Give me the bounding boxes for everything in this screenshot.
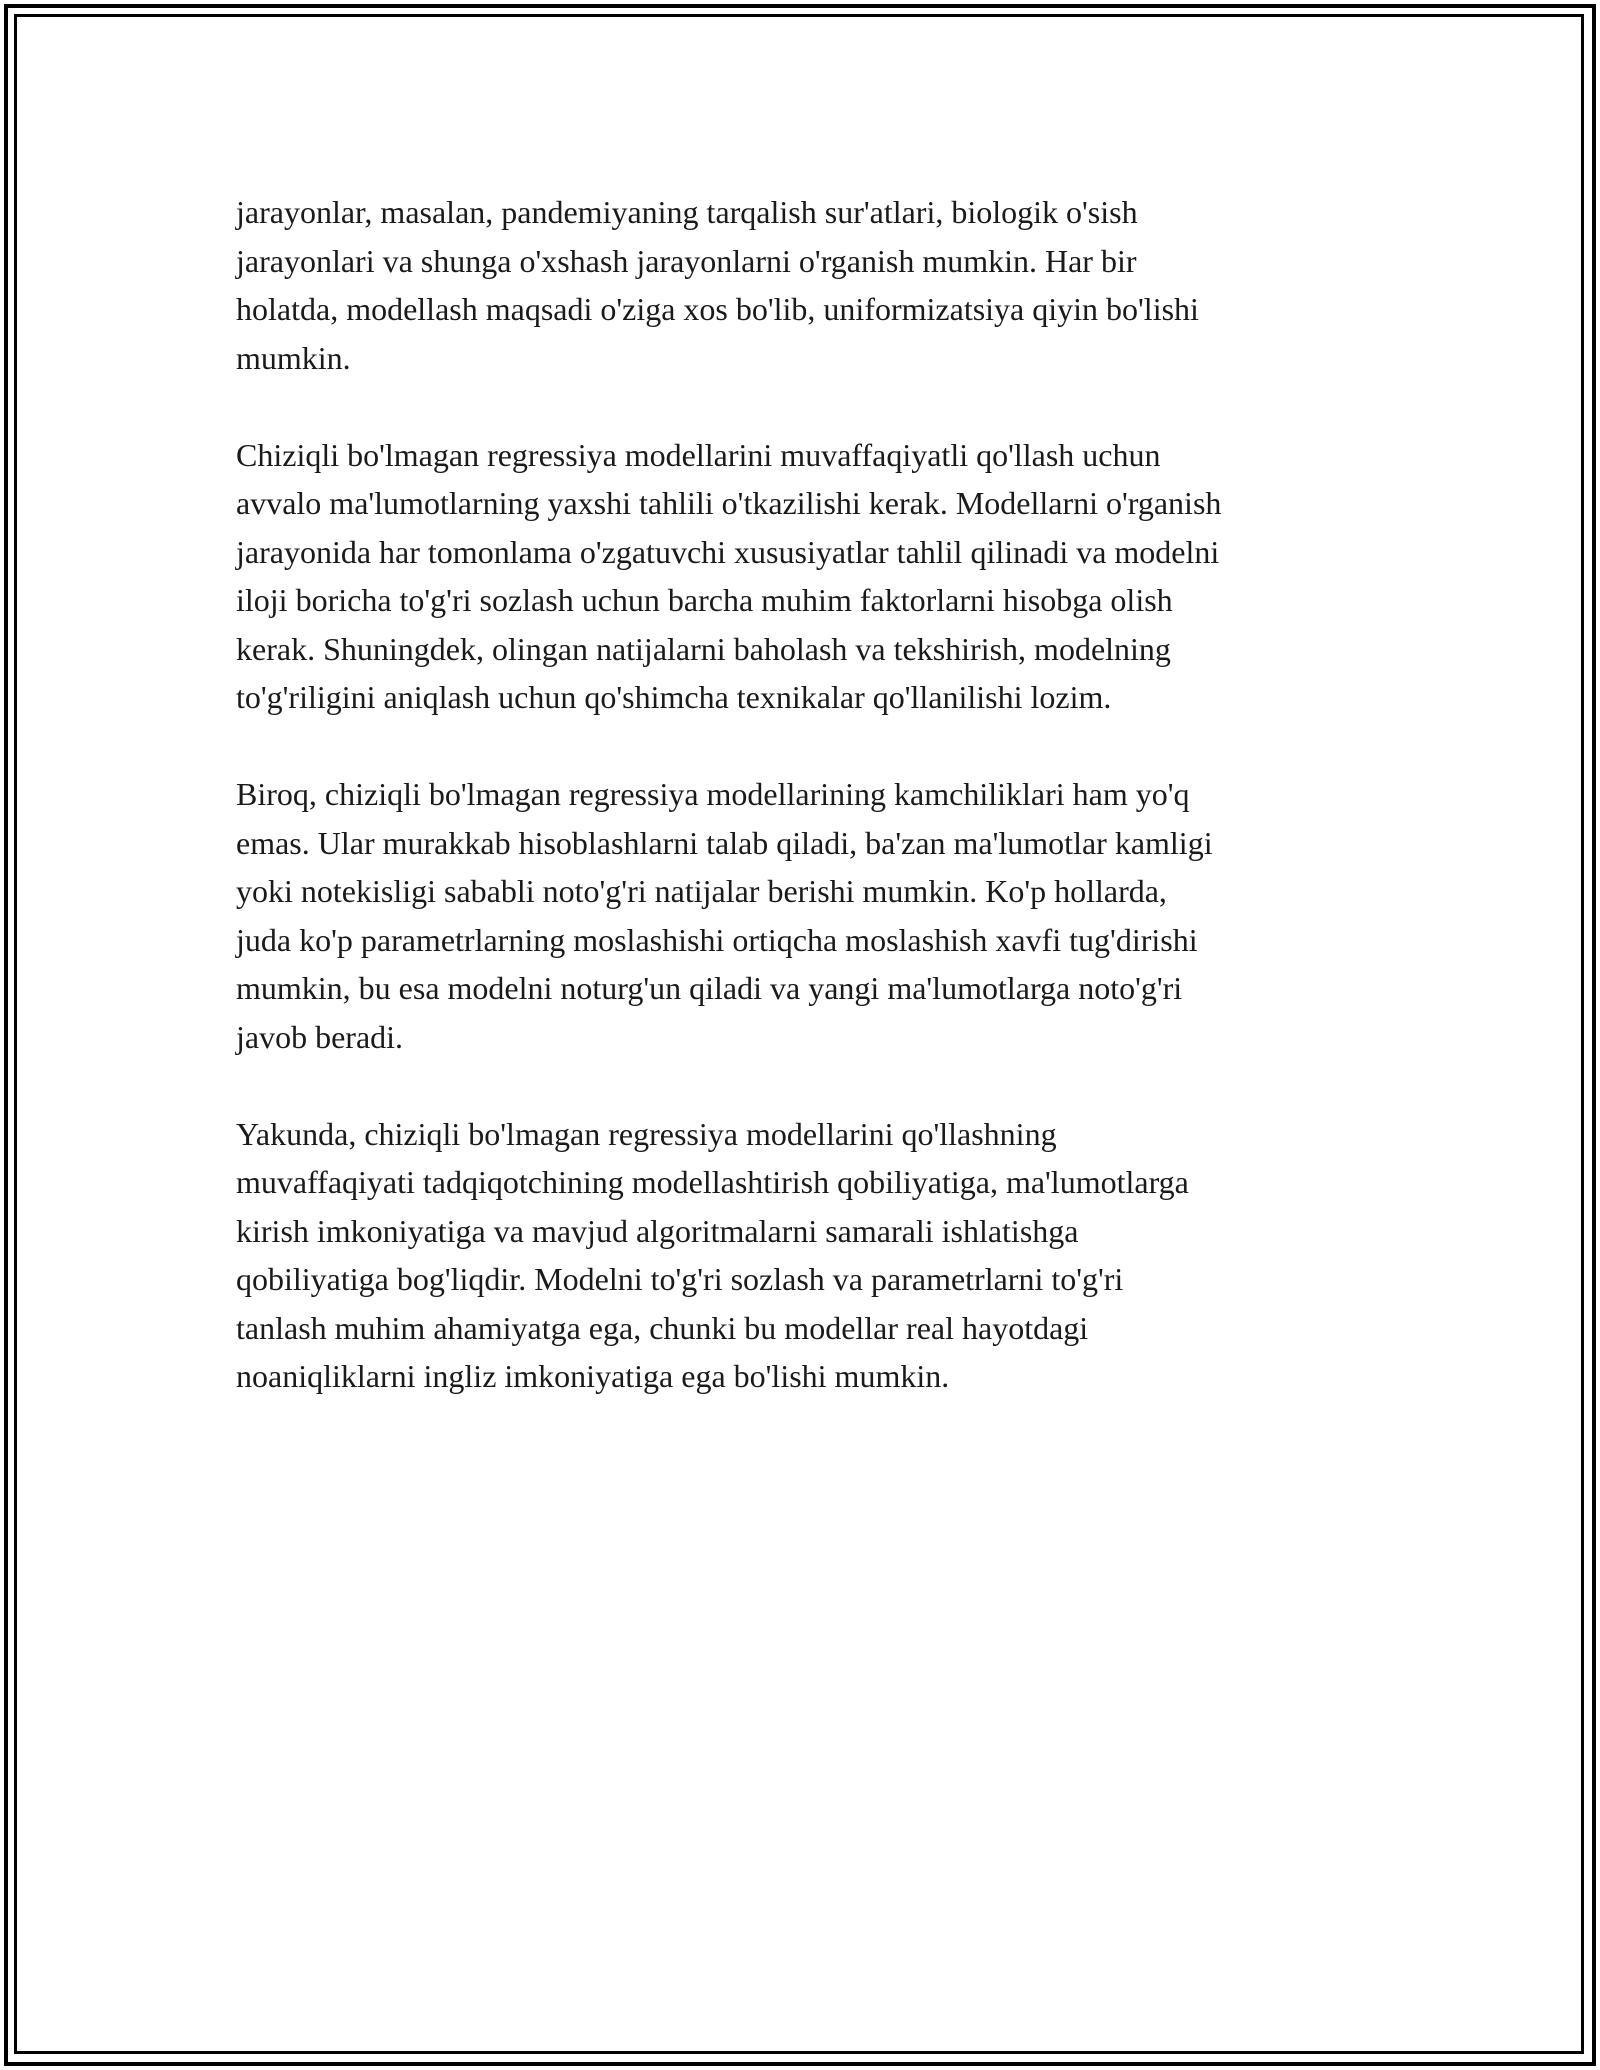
text-line: iloji boricha to'g'ri sozlash uchun barcha muhim faktorlarni hisobga olish [236, 582, 1173, 618]
text-line: juda ko'p parametrlarning moslashishi ortiqcha moslashish xavfi tug'dirishi [236, 921, 1198, 958]
text-line: kirish imkoniyatiga va mavjud algoritmalarni samarali ishlatishga [236, 1212, 1079, 1249]
text-line: jarayonlar, masalan, pandemiyaning tarqalish sur'atlari, biologik o'sish [236, 194, 1138, 230]
document-body [236, 188, 1386, 1449]
text-line: to'g'riligini aniqlash uchun qo'shimcha texnikalar qo'llanilishi lozim. [236, 679, 1112, 715]
paragraph-1 [236, 188, 1386, 382]
text-line: yoki notekisligi sababli noto'g'ri natijalar berishi mumkin. Ko'p hollarda, [236, 873, 1167, 909]
text-line: jarayonida har tomonlama o'zgatuvchi xususiyatlar tahlil qilinadi va modelni [236, 533, 1220, 570]
text-line: noaniqliklarni ingliz imkoniyatiga ega bo'lishi mumkin. [236, 1358, 950, 1394]
text-line: qobiliyatiga bog'liqdir. Modelni to'g'ri sozlash va parametrlarni to'g'ri [236, 1261, 1124, 1297]
text-line: Chiziqli bo'lmagan regressiya modellarini muvaffaqiyatli qo'llash uchun [236, 436, 1161, 473]
text-line: kerak. Shuningdek, olingan natijalarni baholash va tekshirish, modelning [236, 630, 1171, 667]
text-line: mumkin, bu esa modelni noturg'un qiladi va yangi ma'lumotlarga noto'g'ri [236, 970, 1183, 1006]
paragraph-4 [236, 1110, 1386, 1401]
paragraph-3 [236, 770, 1386, 1061]
text-line: muvaffaqiyati tadqiqotchining modellashtirish qobiliyatiga, ma'lumotlarga [236, 1164, 1189, 1200]
text-line: tanlash muhim ahamiyatga ega, chunki bu modellar real hayotdagi [236, 1309, 1089, 1346]
text-line: Biroq, chiziqli bo'lmagan regressiya modellarining kamchiliklari ham yo'q [236, 776, 1190, 812]
text-line: mumkin. [236, 339, 351, 376]
text-line: Yakunda, chiziqli bo'lmagan regressiya modellarini qo'llashning [236, 1115, 1057, 1152]
text-line: emas. Ular murakkab hisoblashlarni talab qiladi, ba'zan ma'lumotlar kamligi [236, 824, 1213, 861]
text-line: jarayonlari va shunga o'xshash jarayonlarni o'rganish mumkin. Har bir [236, 242, 1137, 279]
paragraph-2 [236, 431, 1386, 722]
text-line: holatda, modellash maqsadi o'ziga xos bo'lib, uniformizatsiya qiyin bo'lishi [236, 291, 1199, 327]
text-line: javob beradi. [236, 1018, 404, 1055]
text-line: avvalo ma'lumotlarning yaxshi tahlili o'tkazilishi kerak. Modellarni o'rganish [236, 485, 1222, 521]
